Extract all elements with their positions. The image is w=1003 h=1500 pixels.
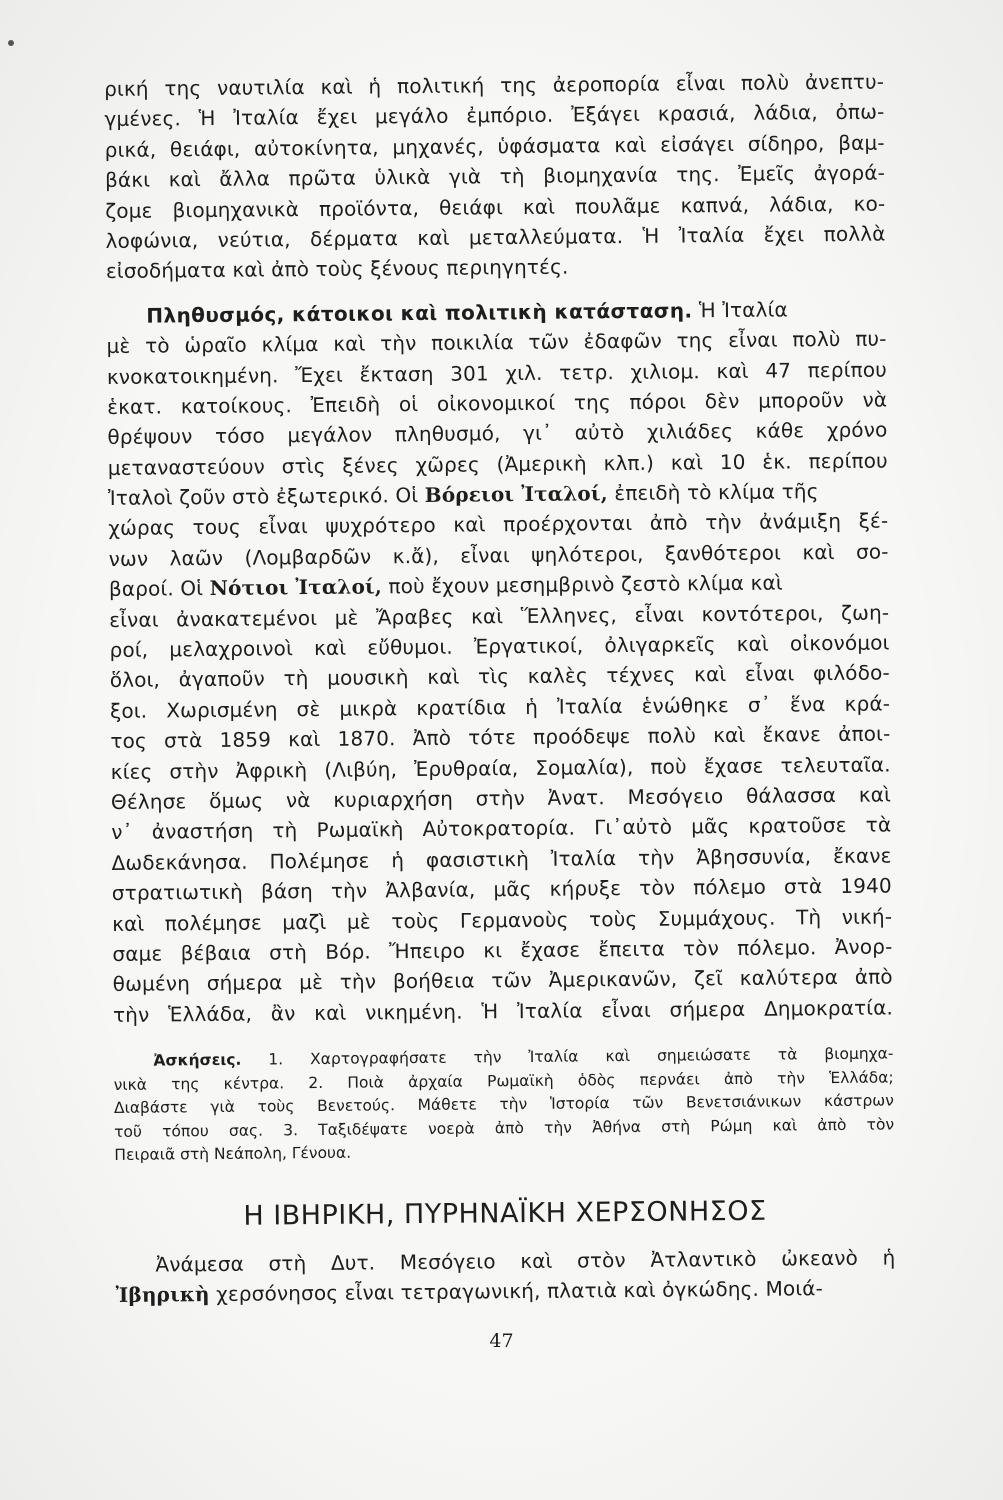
exercise-line: Πειραιᾶ στὴ Νεάπολη, Γένουα. (114, 1143, 352, 1165)
text-line: θωμένη σήμερα μὲ τὴν βοήθεια τῶν Ἀμερικανῶν, ζεῖ καλύτερα ἀπὸ (112, 964, 893, 997)
text-line: ἑκατ. κατοίκους. Ἐπειδὴ οἱ οἰκονομικοί της πόροι δὲν μποροῦν νὰ (107, 387, 888, 419)
text-fragment: χερσόνησος εἶναι τετραγωνική, πλατιὰ καὶ ὀγκώδης. Μοιά- (209, 1276, 824, 1307)
text-line: ρικά, θειάφι, αὐτοκίνητα, μηχανές, ὑφάσματα καὶ εἰσάγει σίδηρο, βαμ- (104, 130, 885, 162)
text-line (116, 1272, 896, 1310)
text-line: λοφώνια, νεύτια, δέρματα καὶ μεταλλεύματα. Ἡ Ἰταλία ἔχει πολλὰ (105, 221, 886, 253)
text-line: κνοκατοικημένη. Ἔχει ἔκταση 301 χιλ. τετρ. χιλιομ. καὶ 47 περίπου (106, 357, 887, 389)
text-fragment: βαροί. Οἱ (108, 576, 210, 602)
text-fragment: 1. Χαρτογραφήσατε τὴν Ἰταλία καὶ σημειώσατε τὰ βιομηχα- (241, 1044, 894, 1069)
text-line: ζομε βιομηχανικὰ προϊόντα, θειάφι καὶ πουλᾶμε καπνά, λάδια, κο- (105, 191, 886, 223)
text-fragment: Ἰταλοὶ ζοῦν στὸ ἐξωτερικό. Οἱ (107, 483, 425, 511)
text-line: τὴν Ἑλλάδα, ἂν καὶ νικημένη. Ἡ Ἰταλία εἶναι σήμερα Δημοκρατία. (112, 995, 894, 1027)
exercise-line: νικὰ της κέντρα. 2. Ποιὰ ἀρχαία Ρωμαϊκὴ ὁδὸς περνάει ἀπὸ τὴν Ἑλλάδα; (113, 1068, 894, 1094)
text-line: ρική της ναυτιλία καὶ ἡ πολιτική της ἀεροπορία εἶναι πολὺ ἀνεπτυ- (104, 69, 885, 101)
text-line: ν᾽ ἀναστήση τὴ Ρωμαϊκὴ Αὐτοκρατορία. Γι᾽αὐτὸ μᾶς κρατοῦσε τὰ (111, 812, 892, 845)
bold-term-south-italians: Νότιοι Ἰταλοί, (209, 574, 383, 601)
text-line: νων λαῶν (Λομβαρδῶν κ.ἄ), εἶναι ψηλότεροι, ξανθότεροι καὶ σο- (108, 539, 889, 571)
bold-term-iberian: Ἰβηρικὴ (115, 1282, 210, 1307)
text-line: τος στὰ 1859 καὶ 1870. Ἀπὸ τότε προόδεψε πολὺ καὶ ἔκανε ἀποι- (110, 721, 891, 754)
paragraph-iberian (115, 1242, 896, 1310)
text-line: σαμε βέβαια στὴ Βόρ. Ἤπειρο κι ἔχασε ἔπειτα τὸν πόλεμο. Ἀνορ- (112, 934, 893, 966)
text-line: εἰσοδήματα καὶ ἀπὸ τοὺς ξένους περιηγητές. (105, 254, 569, 284)
text-line: ροί, μελαχροινοὶ καὶ εὔθυμοι. Ἐργατικοί, ὀλιγαρκεῖς καὶ οἰκονόμοι (109, 630, 890, 663)
text-line: κίες στὴν Ἀφρικὴ (Λιβύη, Ἐρυθραία, Σομαλία), ποὺ ἔχασε τελευταῖα. (110, 752, 891, 784)
exercise-line: Διαβάστε γιὰ τοὺς Βενετούς. Μάθετε τὴν Ἱστορία τῶν Βενετσιάνικων κάστρων (113, 1091, 894, 1118)
paragraph-population (106, 293, 893, 1030)
paragraph-trade (104, 67, 886, 287)
exercises-block (113, 1043, 894, 1168)
exercise-line: τοῦ τόπου σας. 3. Ταξιδέψατε νοερὰ ἀπὸ τὴν Ἀθήνα στὴ Ρώμη καὶ ἀπὸ τὸν (114, 1115, 895, 1141)
binding-hole-mark (8, 40, 14, 46)
text-line: χώρας τους εἶναι ψυχρότερο καὶ προέρχονται ἀπὸ τὴν ἀνάμιξη ξέ- (108, 508, 889, 541)
exercises-label: Ἀσκήσεις. (153, 1050, 242, 1070)
text-fragment: Ἡ Ἰταλία (692, 297, 788, 323)
text-line: εἶναι ἀνακατεμένοι μὲ Ἄραβες καὶ Ἕλληνες, εἶναι κοντότεροι, ζωη- (109, 600, 890, 632)
text-line: Δωδεκάνησα. Πολέμησε ἡ φασιστικὴ Ἰταλία τὴν Ἀβησσυνία, ἔκανε (111, 843, 892, 875)
text-line: θρέψουν τόσο μεγάλον πληθυσμό, γι᾽ αὐτὸ χιλιάδες κάθε χρόνο (107, 417, 888, 450)
text-line: Θέλησε ὅμως νὰ κυριαρχήση στὴν Ἀνατ. Μεσόγειο θάλασσα καὶ (110, 782, 892, 814)
text-line: μεταναστεύουν στὶς ξένες χῶρες (Ἀμερικὴ κλπ.) καὶ 10 ἑκ. περίπου (107, 448, 888, 480)
text-line: ξοι. Χωρισμένη σὲ μικρὰ κρατίδια ἡ Ἰταλία ἑνώθηκε σ᾽ ἕνα κρά- (109, 691, 891, 723)
text-fragment: ἐπειδὴ τὸ κλίμα τῆς (607, 479, 819, 506)
section-title: Η ΙΒΗΡΙΚΗ, ΠΥΡΗΝΑΪΚΗ ΧΕΡΣΟΝΗΣΟΣ (243, 1195, 767, 1232)
text-fragment: ποὺ ἔχουν μεσημβρινὸ ζεστὸ κλίμα καὶ (381, 570, 783, 599)
text-line: μὲ τὸ ὡραῖο κλίμα καὶ τὴν ποικιλία τῶν ἐδαφῶν της εἶναι πολὺ πυ- (106, 326, 887, 359)
section-subheading: Πληθυσμός, κάτοικοι καὶ πολιτικὴ κατάσταση. (146, 298, 693, 328)
text-line: γμένες. Ἡ Ἰταλία ἔχει μεγάλο ἐμπόριο. Ἐξάγει κρασιά, λάδια, ὀπω- (104, 99, 885, 132)
text-line: καὶ πολέμησε μαζὶ μὲ τοὺς Γερμανοὺς τοὺς Συμμάχους. Τὴ νική- (112, 904, 893, 936)
text-line: βάκι καὶ ἄλλα πρῶτα ὑλικὰ γιὰ τὴ βιομηχανία της. Ἐμεῖς ἀγορά- (104, 160, 886, 193)
bold-term-north-italians: Βόρειοι Ἰταλοί, (424, 481, 608, 508)
text-line: ὅλοι, ἀγαποῦν τὴ μουσικὴ καὶ τὶς καλὲς τέχνες καὶ εἶναι φιλόδο- (109, 660, 890, 693)
page-number: 47 (489, 1330, 514, 1352)
text-line: στρατιωτικὴ βάση τὴν Ἀλβανία, μᾶς κήρυξε τὸν πόλεμο στὰ 1940 (111, 873, 892, 906)
page-text-body (104, 67, 896, 1311)
text-line: Ἀνάμεσα στὴ Δυτ. Μεσόγειο καὶ στὸν Ἀτλαντικὸ ὠκεανὸ ἡ (155, 1245, 896, 1277)
